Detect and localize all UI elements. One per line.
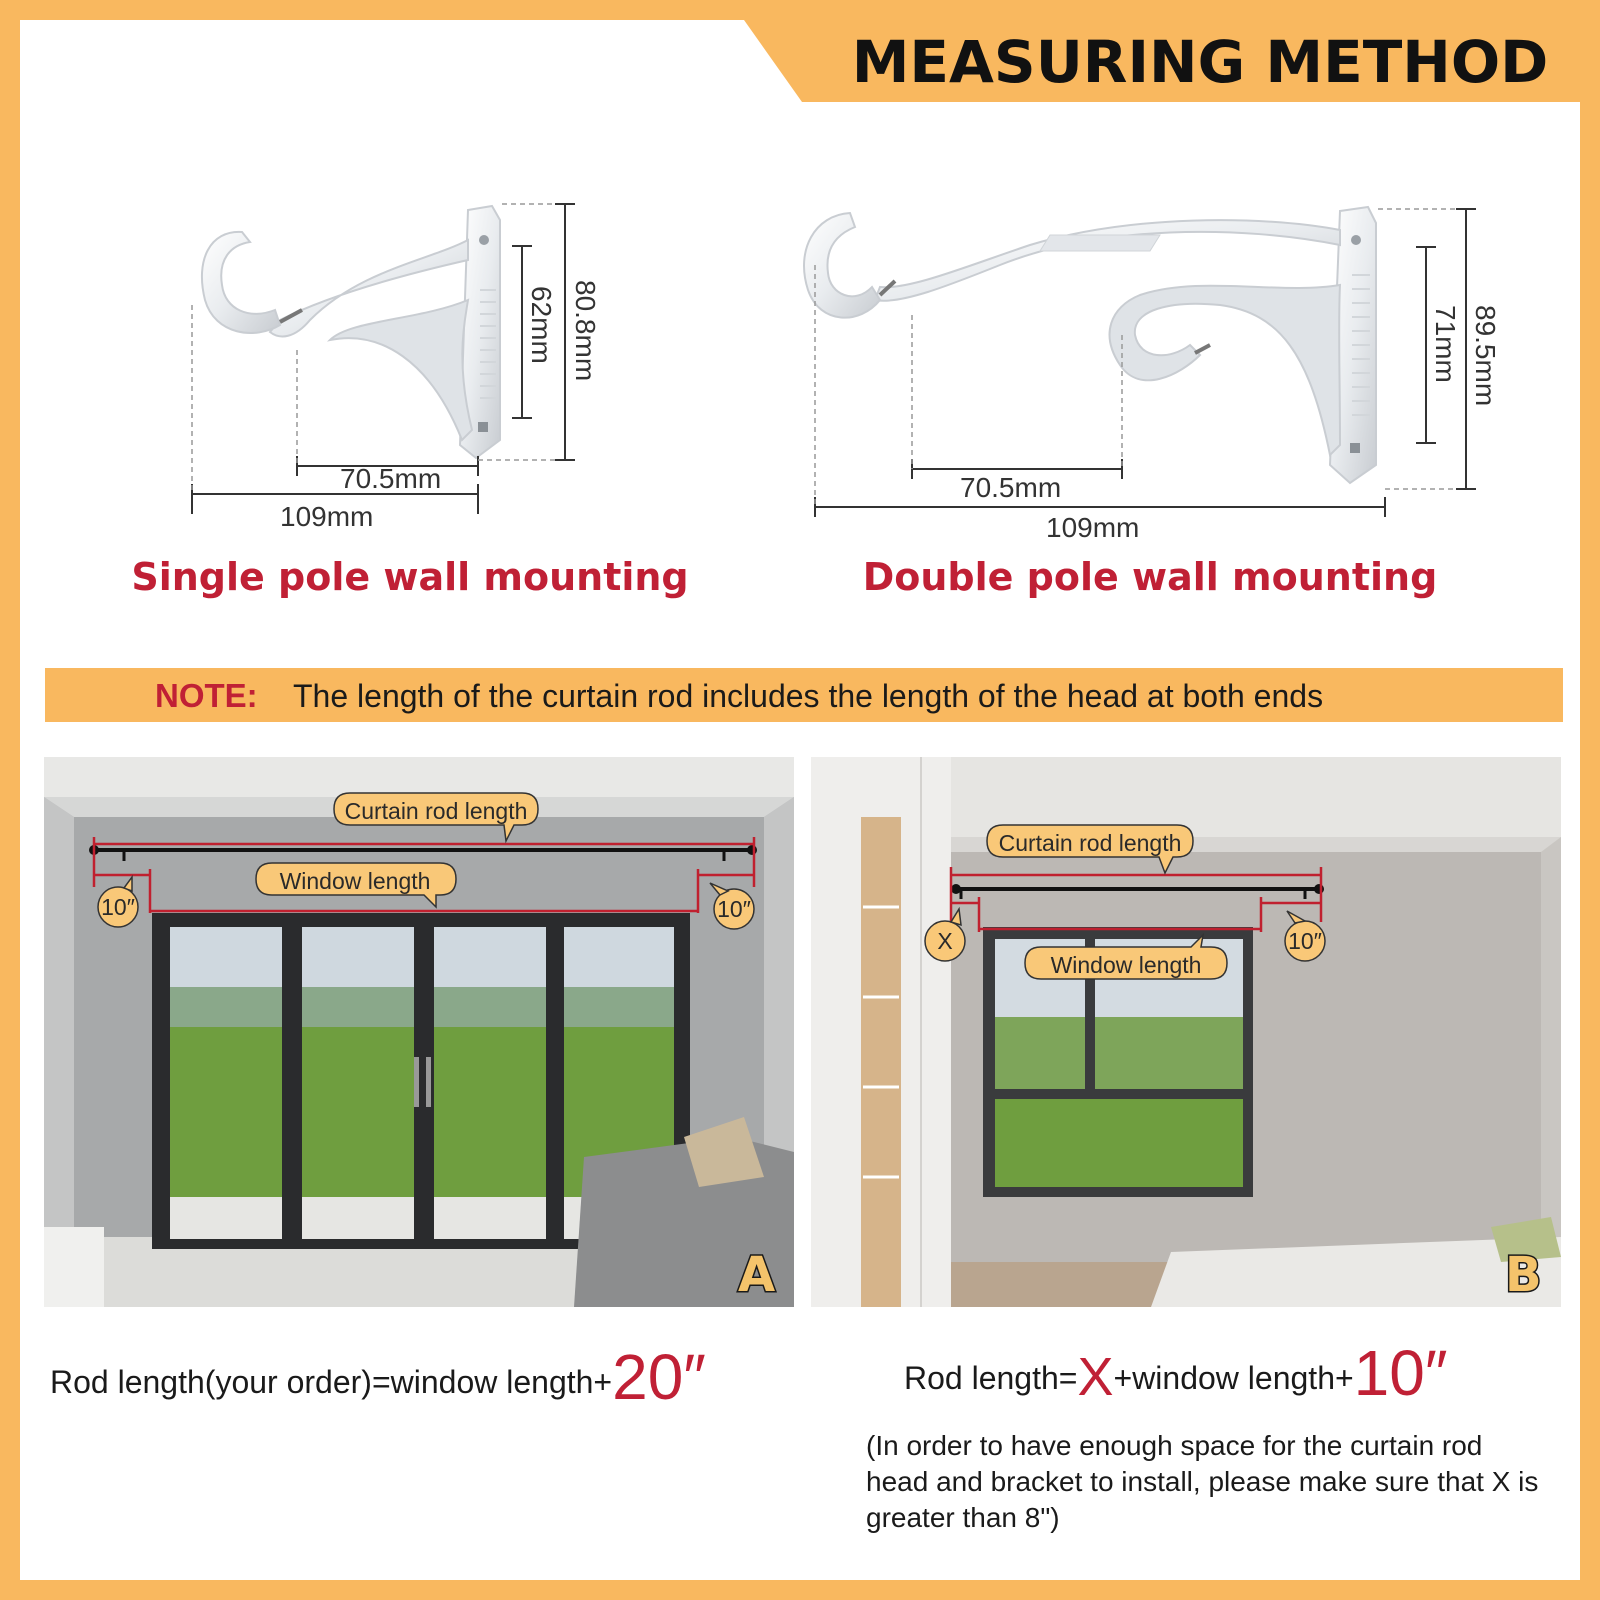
photo-a-living-room bbox=[44, 757, 794, 1307]
single-depth-inner-label: 70.5mm bbox=[340, 463, 442, 494]
rod-label-b: Curtain rod length bbox=[998, 830, 1182, 856]
double-height-inner-label: 71mm bbox=[1430, 305, 1461, 383]
double-bracket-icon bbox=[804, 207, 1376, 483]
formula-b-part1: Rod length= bbox=[904, 1360, 1078, 1396]
single-height-outer-label: 80.8mm bbox=[570, 280, 601, 382]
single-bracket-icon bbox=[202, 206, 500, 458]
double-height-outer-label: 89.5mm bbox=[1470, 305, 1501, 407]
formula-b-x: X bbox=[1077, 1347, 1114, 1407]
single-height-inner-label: 62mm bbox=[526, 286, 557, 364]
formula-a bbox=[50, 1340, 706, 1414]
right-gap-a: 10″ bbox=[717, 896, 751, 922]
single-bracket-diagram bbox=[180, 190, 640, 550]
left-gap-a: 10″ bbox=[101, 894, 135, 920]
x-gap-b: X bbox=[937, 928, 953, 954]
formula-b-value: 10″ bbox=[1353, 1337, 1448, 1409]
note-text: The length of the curtain rod includes the length of the head at both ends bbox=[293, 678, 1324, 714]
double-depth-inner-label: 70.5mm bbox=[960, 472, 1062, 503]
photo-a-badge: A bbox=[738, 1247, 776, 1303]
formula-a-value: 20″ bbox=[612, 1341, 706, 1413]
double-bracket-diagram bbox=[800, 195, 1520, 555]
formula-b-part2: +window length+ bbox=[1113, 1360, 1354, 1396]
page-title: MEASURING METHOD bbox=[851, 28, 1549, 96]
double-bracket-caption: Double pole wall mounting bbox=[862, 555, 1438, 599]
rod-label-a: Curtain rod length bbox=[344, 798, 528, 824]
window-label-b: Window length bbox=[1050, 952, 1202, 978]
formula-a-prefix: Rod length(your order)=window length+ bbox=[50, 1364, 613, 1400]
double-depth-outer-label: 109mm bbox=[1046, 512, 1140, 543]
single-depth-outer-label: 109mm bbox=[280, 501, 374, 532]
formula-b-note: (In order to have enough space for the curtain rod head and bracket to install, please make sure that X is greater than 8") bbox=[866, 1430, 1539, 1533]
single-bracket-caption: Single pole wall mounting bbox=[131, 555, 689, 599]
photo-b-bedroom bbox=[811, 757, 1561, 1307]
window-label-a: Window length bbox=[279, 868, 431, 894]
right-gap-b: 10″ bbox=[1288, 928, 1322, 954]
formula-b bbox=[904, 1336, 1448, 1410]
photo-b-badge: B bbox=[1505, 1247, 1542, 1303]
note-label: NOTE: bbox=[155, 677, 258, 714]
